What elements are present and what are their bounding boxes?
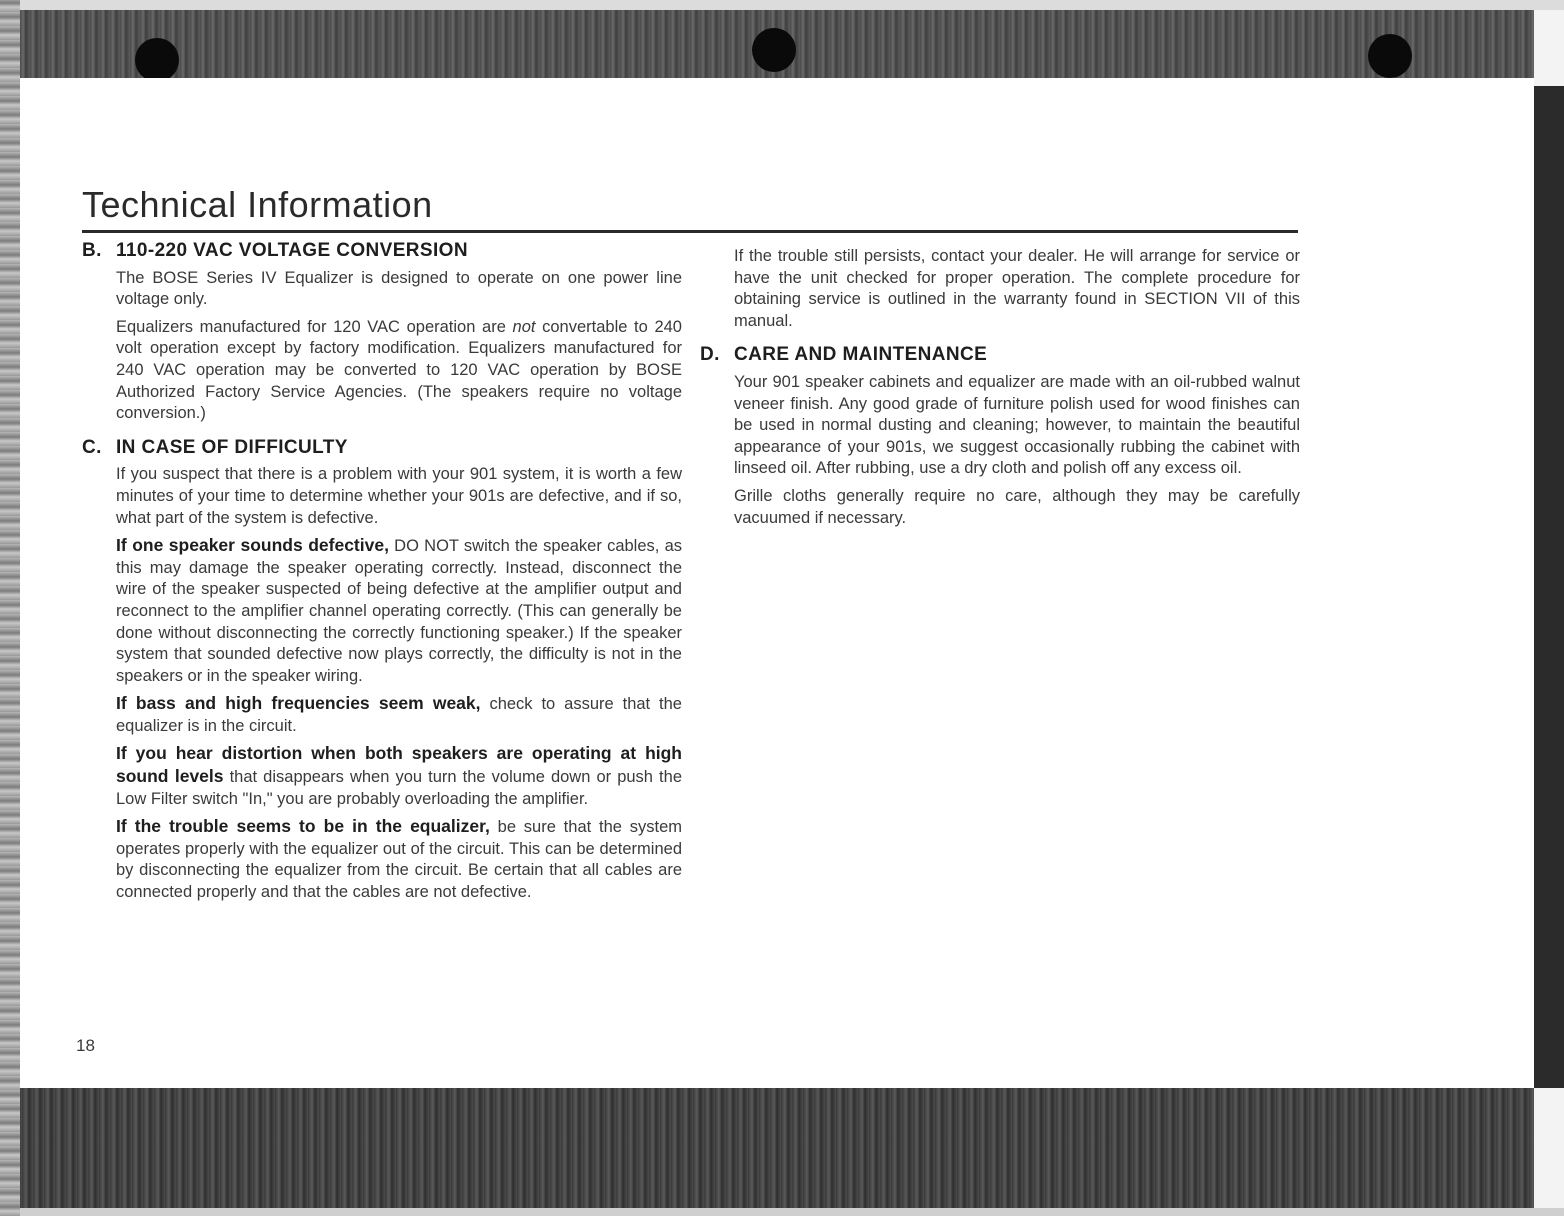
emphasis-text: not [512, 317, 536, 336]
manual-page [20, 78, 1534, 1088]
paragraph-lead: If one speaker sounds defective, [116, 535, 389, 556]
left-column [82, 240, 682, 910]
section-letter: B. [82, 240, 102, 261]
section-heading-text: IN CASE OF DIFFICULTY [116, 436, 348, 458]
paragraph-text: DO NOT switch the speaker cables, as this may damage the speaker operating correctly. Instead, disconnect the wire of the speaker suspected of being defective at the amplifier output and reconnect to the amplifier channel operating correctly. (This can generally be done without disconnecting the correctly functioning speaker.) If the speaker system that sounded defective now plays correctly, the difficulty is not in the speakers or in the speaker wiring. [116, 537, 683, 685]
page-number: 18 [76, 1036, 95, 1055]
paragraph [116, 743, 682, 810]
scan-edge-top [0, 0, 1564, 10]
right-column [700, 246, 1300, 535]
paragraph-text: Equalizers manufactured for 120 VAC operation are [116, 317, 513, 336]
scan-margin-right-bottom [1534, 1088, 1564, 1208]
paragraph: If the trouble still persists, contact your dealer. He will arrange for service or have the unit checked for proper operation. The complete procedure for obtaining service is outlined in the warranty found in SECTION VII of this manual. [734, 247, 1300, 330]
paragraph-text: that disappears when you turn the volume down or push the Low Filter switch "In," you are probably overloading the amplifier. [116, 768, 682, 808]
section-heading [700, 344, 1300, 366]
paragraph: The BOSE Series IV Equalizer is designed to operate on one power line voltage only. [116, 268, 682, 309]
section-letter: C. [82, 436, 102, 458]
paragraph [116, 816, 682, 903]
title-rule [82, 230, 1298, 233]
scan-border-left [0, 0, 20, 1216]
punch-hole-left [135, 38, 179, 82]
section-heading-text: 110-220 VAC VOLTAGE CONVERSION [116, 240, 468, 261]
paragraph [116, 535, 682, 687]
paragraph-text: be sure that the system operates properly with the equalizer out of the circuit. This can be determined by disconnecting the equalizer from the circuit. Be certain that all cables are connected properly and that the cables are not defective. [116, 818, 682, 902]
section-heading [82, 437, 682, 459]
paragraph: If you suspect that there is a problem with your 901 system, it is worth a few minutes of your time to determine whether your 901s are defective, and if so, what part of the system is defective. [116, 465, 682, 527]
section-voltage-conversion [82, 240, 682, 425]
paragraph-lead: If the trouble seems to be in the equalizer, [116, 816, 490, 837]
paragraph [116, 693, 682, 737]
paragraph-lead: If you hear distortion when both speakers are operating at high sound levels [116, 743, 682, 787]
section-in-case-of-difficulty [82, 437, 682, 904]
punch-hole-right [1368, 34, 1412, 78]
page-title: Technical Information [82, 184, 433, 225]
paragraph-text: check to assure that the equalizer is in the circuit. [116, 695, 682, 735]
section-care-and-maintenance [700, 344, 1300, 529]
scan-border-bottom [0, 1088, 1564, 1216]
paragraph [116, 317, 682, 425]
paragraph-lead: If bass and high frequencies seem weak, [116, 693, 481, 714]
scan-margin-right-top [1534, 10, 1564, 86]
section-letter: D. [700, 344, 720, 366]
section-heading-text: CARE AND MAINTENANCE [734, 344, 988, 366]
section-heading [82, 240, 682, 262]
scan-edge-bottom [0, 1208, 1564, 1216]
paragraph-text: convertable to 240 volt operation except by factory modification. Equalizers manufactured for 240 VAC operation may be converted to 120 VAC operation by BOSE Authorized Factory Service Agencies. (The speakers require no voltage conversion.) [116, 317, 682, 423]
paragraph: Grille cloths generally require no care, although they may be carefully vacuumed if necessary. [734, 486, 1300, 527]
punch-hole-center [752, 28, 796, 72]
paragraph: Your 901 speaker cabinets and equalizer are made with an oil-rubbed walnut veneer finish. Any good grade of furniture polish used for wood finishes can be used in normal dusting and cleaning; however, to maintain the beautiful appearance of your 901s, we suggest occasionally rubbing the cabinet with linseed oil. After rubbing, use a dry cloth and polish off any excess oil. [734, 372, 1300, 478]
